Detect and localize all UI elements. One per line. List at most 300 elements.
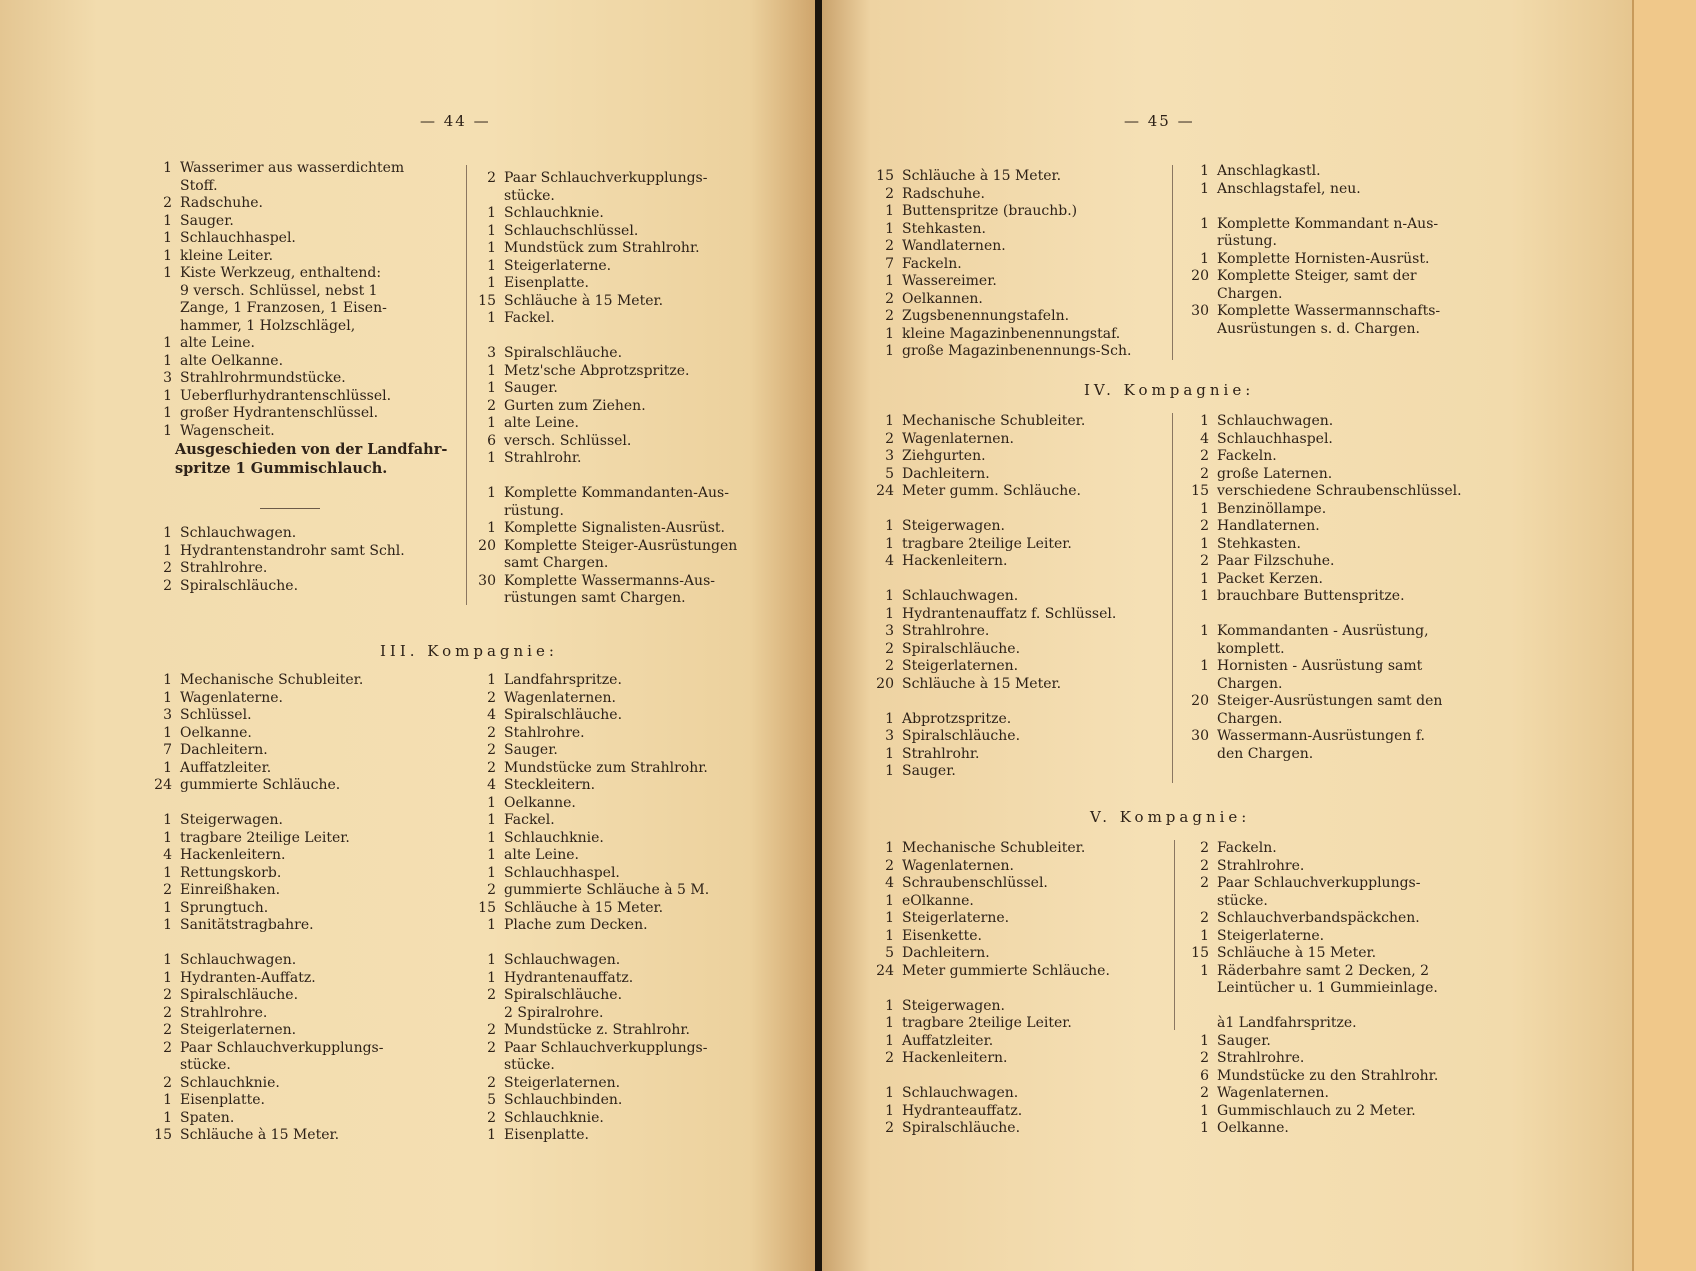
- list-item: [1187, 1033, 1438, 1051]
- list-item: [150, 230, 404, 248]
- list-item: [150, 1110, 383, 1128]
- list-item: [474, 520, 737, 538]
- list-item: [150, 742, 383, 760]
- item-count: 1: [487, 257, 496, 274]
- list-item: [474, 760, 709, 778]
- list-item: [1187, 623, 1462, 641]
- item-count: 1: [163, 829, 172, 846]
- item-text: Schläuche à 15 Meter.: [180, 1127, 340, 1143]
- item-text: stücke.: [180, 1057, 231, 1073]
- item-text: Paar Schlauchverkupplungs-: [504, 1039, 708, 1056]
- list-item: [150, 353, 404, 371]
- list-item: [474, 590, 737, 608]
- list-item: [1187, 181, 1440, 199]
- item-text: Wagenscheit.: [180, 422, 275, 439]
- list-item: [872, 1103, 1110, 1121]
- item-text: Mechanische Schubleiter.: [180, 672, 364, 688]
- item-text: Handlaternen.: [1217, 518, 1320, 534]
- list-item: [150, 847, 383, 865]
- list-item: [872, 536, 1116, 554]
- list-item: [872, 910, 1110, 928]
- item-text: Meter gummierte Schläuche.: [902, 962, 1110, 979]
- item-text: alte Leine.: [180, 335, 255, 351]
- item-text: Schlauchwagen.: [180, 525, 297, 541]
- item-count: 2: [163, 1004, 172, 1021]
- list-item: [872, 893, 1110, 911]
- list-item: [1187, 483, 1462, 501]
- list-item: [872, 746, 1116, 764]
- list-item: [872, 1085, 1110, 1103]
- item-count: 1: [885, 220, 894, 237]
- item-text: Komplette Kommandant n-Aus-: [1217, 215, 1439, 232]
- list-item: [1187, 945, 1438, 963]
- item-text: Steigerlaterne.: [902, 910, 1010, 926]
- item-text: stücke.: [504, 187, 555, 204]
- list-item: [150, 335, 404, 353]
- spacer: [1187, 606, 1462, 624]
- item-count: 1: [163, 212, 172, 229]
- list-item: [150, 300, 404, 318]
- list-item: [872, 840, 1110, 858]
- section-heading: V. Kompagnie:: [1090, 808, 1251, 826]
- short-rule: [260, 508, 320, 509]
- list-column: [872, 168, 1131, 361]
- list-item: [150, 970, 383, 988]
- item-text: stücke.: [1217, 892, 1268, 909]
- item-text: Chargen.: [1217, 710, 1283, 727]
- item-text: Oelkannen.: [902, 290, 983, 307]
- item-text: Strahlrohre.: [180, 560, 268, 576]
- item-count: 1: [487, 275, 496, 291]
- list-item: [474, 450, 737, 468]
- item-text: Hackenleitern.: [902, 553, 1008, 569]
- list-item: [474, 742, 709, 760]
- item-text: Schlauchhaspel.: [180, 230, 296, 246]
- list-item: [1187, 501, 1462, 519]
- list-item: [1187, 268, 1440, 286]
- list-item: [150, 987, 383, 1005]
- list-column: [1187, 840, 1438, 1138]
- item-text: gummierte Schläuche à 5 M.: [504, 882, 710, 898]
- item-text: Strahlrohr.: [504, 450, 582, 466]
- item-text: Spiralschläuche.: [180, 577, 299, 594]
- item-count: 1: [163, 265, 172, 281]
- item-count: 2: [487, 742, 496, 758]
- list-item: [872, 553, 1116, 571]
- item-count: 1: [1200, 1102, 1209, 1119]
- item-text: Spiralschläuche.: [902, 640, 1021, 657]
- item-text: Stehkasten.: [902, 220, 986, 237]
- item-text: Mechanische Schubleiter.: [902, 413, 1086, 429]
- list-item: [872, 273, 1131, 291]
- list-item: [1187, 728, 1462, 746]
- list-item: [1187, 321, 1440, 339]
- list-item: [150, 1075, 383, 1093]
- item-count: 1: [885, 763, 894, 779]
- item-count: 2: [163, 987, 172, 1003]
- list-column: [474, 672, 709, 1145]
- item-text: Steigerwagen.: [180, 812, 283, 828]
- list-item: [150, 865, 383, 883]
- item-count: 1: [885, 927, 894, 944]
- list-item: [150, 525, 405, 543]
- list-item: [150, 560, 405, 578]
- item-count: 20: [1191, 268, 1209, 284]
- spacer: [474, 328, 737, 346]
- item-text: Mundstück zum Strahlrohr.: [504, 240, 700, 256]
- item-count: 5: [487, 1092, 496, 1108]
- list-item: [1187, 641, 1462, 659]
- item-text: Strahlrohrmundstücke.: [180, 370, 346, 386]
- item-text: Mundstücke zum Strahlrohr.: [504, 759, 708, 776]
- item-count: 1: [1200, 570, 1209, 587]
- item-text: Steigerlaternen.: [504, 1074, 621, 1091]
- item-text: alte Oelkanne.: [180, 352, 284, 369]
- list-item: [1187, 658, 1462, 676]
- item-count: 1: [163, 387, 172, 404]
- page-number: — 44 —: [420, 112, 491, 130]
- item-text: Ziehgurten.: [902, 448, 986, 464]
- list-item: [474, 1040, 709, 1058]
- list-item: [1187, 893, 1438, 911]
- item-text: Schläuche à 15 Meter.: [902, 168, 1062, 184]
- item-count: 2: [885, 658, 894, 674]
- list-item: [150, 405, 404, 423]
- list-item: [474, 900, 709, 918]
- item-text: Schlauchknie.: [180, 1074, 280, 1091]
- item-count: 2: [163, 195, 172, 211]
- list-item: [1187, 303, 1440, 321]
- item-text: Komplette Hornisten-Ausrüst.: [1217, 250, 1430, 267]
- list-item: [1187, 1050, 1438, 1068]
- list-item: [872, 1050, 1110, 1068]
- list-item: [474, 538, 737, 556]
- item-count: 1: [885, 273, 894, 289]
- item-text: stücke.: [504, 1057, 555, 1073]
- item-count: 1: [1200, 658, 1209, 674]
- list-item: [474, 205, 737, 223]
- item-count: 2: [163, 882, 172, 898]
- list-item: [474, 1022, 709, 1040]
- item-text: Steigerlaternen.: [902, 658, 1019, 674]
- item-text: Schlauchhaspel.: [1217, 430, 1333, 447]
- item-count: 24: [154, 777, 172, 793]
- item-text: Sauger.: [1217, 1032, 1271, 1049]
- list-column: [872, 840, 1110, 1138]
- item-text: Einreißhaken.: [180, 882, 281, 898]
- item-text: Wagenlaternen.: [902, 857, 1014, 874]
- item-count: 30: [478, 572, 496, 589]
- item-count: 1: [1200, 962, 1209, 979]
- item-count: 4: [487, 707, 496, 723]
- item-count: 7: [163, 742, 172, 758]
- item-text: Schlauchwagen.: [902, 1085, 1019, 1101]
- item-text: Schlauchbinden.: [504, 1092, 623, 1108]
- list-item: [474, 812, 709, 830]
- item-text: Stehkasten.: [1217, 535, 1301, 552]
- item-count: 1: [163, 335, 172, 351]
- item-count: 2: [885, 1120, 894, 1136]
- list-item: [1187, 875, 1438, 893]
- list-item: [474, 170, 737, 188]
- item-count: 1: [163, 542, 172, 559]
- item-text: Buttenspritze (brauchb.): [902, 203, 1078, 219]
- list-column: [1187, 163, 1440, 338]
- list-item: [872, 623, 1116, 641]
- list-item: [872, 343, 1131, 361]
- item-count: 2: [163, 1039, 172, 1056]
- list-item: [1187, 431, 1462, 449]
- spacer: [474, 935, 709, 953]
- item-text: Auffatzleiter.: [180, 759, 272, 776]
- list-item: [474, 1110, 709, 1128]
- item-count: 1: [487, 794, 496, 811]
- list-item: [474, 503, 737, 521]
- list-item: [474, 725, 709, 743]
- item-text: Spiralschläuche.: [504, 345, 623, 361]
- column-divider: [1174, 840, 1175, 1030]
- list-item: [1187, 448, 1462, 466]
- list-item: [150, 423, 404, 441]
- item-count: 1: [487, 205, 496, 221]
- item-count: 2: [487, 1039, 496, 1056]
- item-text: Dachleitern.: [180, 742, 268, 758]
- item-count: 1: [1200, 163, 1209, 179]
- item-text: Steigerlaternen.: [180, 1022, 297, 1038]
- item-text: Wagenlaterne.: [180, 689, 283, 706]
- item-count: 2: [1200, 910, 1209, 926]
- item-count: 1: [487, 450, 496, 466]
- item-text: Strahlrohre.: [1217, 1050, 1305, 1066]
- item-count: 2: [487, 689, 496, 706]
- list-item: [872, 1015, 1110, 1033]
- section-heading: III. Kompagnie:: [380, 642, 558, 660]
- item-count: 20: [1191, 693, 1209, 709]
- item-text: Anschlagkastl.: [1217, 163, 1321, 179]
- list-item: [150, 777, 383, 795]
- item-text: Sprungtuch.: [180, 899, 269, 916]
- item-count: 15: [154, 1127, 172, 1143]
- list-item: [474, 398, 737, 416]
- list-item: [872, 588, 1116, 606]
- item-text: Ueberflurhydrantenschlüssel.: [180, 387, 392, 404]
- list-item: [150, 195, 404, 213]
- item-text: Komplette Steiger, samt der: [1217, 268, 1417, 284]
- item-count: 1: [1200, 535, 1209, 552]
- item-count: 2: [487, 1022, 496, 1038]
- item-text: Hydrantenauffatz.: [504, 969, 634, 986]
- item-count: 2: [1200, 518, 1209, 534]
- item-text: Komplette Wassermanns-Aus-: [504, 572, 715, 589]
- item-count: 2: [885, 290, 894, 307]
- list-item: [872, 763, 1116, 781]
- list-item: [1187, 553, 1462, 571]
- list-item: [150, 318, 404, 336]
- item-text: Steigerlaterne.: [1217, 927, 1325, 944]
- list-item: [1187, 711, 1462, 729]
- item-count: 2: [163, 577, 172, 594]
- list-item: [872, 928, 1110, 946]
- item-text: Wassereimer.: [902, 273, 997, 289]
- item-count: 3: [885, 623, 894, 639]
- item-count: 4: [163, 847, 172, 863]
- item-count: 1: [163, 917, 172, 933]
- list-item: [474, 882, 709, 900]
- list-item: [474, 188, 737, 206]
- item-count: 1: [885, 1032, 894, 1049]
- item-count: 2: [163, 560, 172, 576]
- item-text: alte Leine.: [504, 415, 579, 431]
- list-item: [150, 812, 383, 830]
- item-text: Packet Kerzen.: [1217, 570, 1324, 587]
- item-count: 24: [876, 483, 894, 499]
- item-count: 1: [163, 672, 172, 688]
- item-text: samt Chargen.: [504, 555, 609, 571]
- item-count: 2: [1200, 840, 1209, 856]
- item-count: 1: [885, 910, 894, 926]
- list-item: [872, 711, 1116, 729]
- list-item: [474, 275, 737, 293]
- left-page: [0, 0, 815, 1271]
- list-item: [1187, 413, 1462, 431]
- item-count: 1: [885, 588, 894, 604]
- item-text: Radschuhe.: [902, 185, 985, 202]
- item-text: Stahlrohre.: [504, 724, 585, 741]
- item-text: Strahlrohre.: [180, 1004, 268, 1021]
- list-item: [474, 777, 709, 795]
- list-item: [872, 308, 1131, 326]
- spacer: [150, 795, 383, 813]
- item-text: Leintücher u. 1 Gummieinlage.: [1217, 980, 1438, 996]
- item-count: 2: [487, 724, 496, 741]
- item-text: Eisenplatte.: [180, 1092, 265, 1108]
- list-item: [474, 672, 709, 690]
- item-text: Hydranten-Auffatz.: [180, 969, 316, 986]
- item-count: 1: [885, 343, 894, 359]
- item-count: 2: [885, 185, 894, 202]
- item-count: 3: [885, 728, 894, 744]
- list-item: [1187, 1015, 1438, 1033]
- list-item: [150, 1040, 383, 1058]
- item-count: 7: [885, 255, 894, 272]
- item-text: Schlauchwagen.: [902, 588, 1019, 604]
- item-text: Kiste Werkzeug, enthaltend:: [180, 265, 382, 281]
- item-count: 1: [885, 203, 894, 219]
- list-item: [872, 858, 1110, 876]
- list-item: [150, 830, 383, 848]
- item-count: 2: [487, 987, 496, 1003]
- item-count: 2: [487, 759, 496, 776]
- list-item: [150, 543, 405, 561]
- item-count: 1: [885, 710, 894, 727]
- item-count: 1: [163, 759, 172, 776]
- list-item: [474, 1057, 709, 1075]
- item-text: Schlauchknie.: [504, 829, 604, 846]
- item-text: Mechanische Schubleiter.: [902, 840, 1086, 856]
- item-count: 2: [1200, 857, 1209, 874]
- item-count: 20: [478, 537, 496, 554]
- item-count: 1: [885, 1015, 894, 1031]
- list-item: [1187, 910, 1438, 928]
- list-item: [150, 1092, 383, 1110]
- section-heading: IV. Kompagnie:: [1084, 381, 1255, 399]
- item-count: 2: [1200, 875, 1209, 891]
- list-item: [474, 573, 737, 591]
- item-text: Mundstücke zu den Strahlrohr.: [1217, 1067, 1439, 1084]
- list-item: [150, 178, 404, 196]
- item-count: 1: [163, 724, 172, 741]
- item-text: Räderbahre samt 2 Decken, 2: [1217, 962, 1430, 979]
- item-text: Paar Schlauchverkupplungs-: [1217, 875, 1421, 891]
- item-count: 1: [163, 812, 172, 828]
- item-text: Schlauchwagen.: [1217, 413, 1334, 429]
- item-count: 1: [163, 952, 172, 968]
- item-text: Gummischlauch zu 2 Meter.: [1217, 1102, 1416, 1119]
- item-text: 9 versch. Schlüssel, nebst 1: [180, 282, 378, 299]
- item-text: Hackenleitern.: [180, 847, 286, 863]
- item-text: Strahlrohre.: [902, 623, 990, 639]
- item-text: Fackeln.: [1217, 448, 1277, 464]
- spacer: [150, 935, 383, 953]
- list-item: [1187, 518, 1462, 536]
- item-text: Zange, 1 Franzosen, 1 Eisen-: [180, 300, 387, 316]
- item-text: Schläuche à 15 Meter.: [902, 675, 1062, 692]
- item-count: 1: [1200, 927, 1209, 944]
- list-item: [150, 707, 383, 725]
- list-item: [150, 1127, 383, 1145]
- list-item: [150, 213, 404, 231]
- item-count: 2: [487, 882, 496, 898]
- item-count: 15: [478, 292, 496, 309]
- list-item: [474, 415, 737, 433]
- list-item: [474, 433, 737, 451]
- item-count: 1: [487, 1127, 496, 1143]
- list-item: [872, 291, 1131, 309]
- list-item: [872, 466, 1116, 484]
- item-count: 1: [885, 745, 894, 762]
- item-count: 1: [487, 917, 496, 933]
- list-item: [1187, 588, 1462, 606]
- item-text: Steckleitern.: [504, 777, 596, 793]
- list-item: [872, 963, 1110, 981]
- item-text: große Magazinbenennungs-Sch.: [902, 343, 1132, 359]
- item-text: Spiralschläuche.: [902, 1120, 1021, 1136]
- item-text: Steigerwagen.: [902, 997, 1005, 1014]
- list-item: [474, 690, 709, 708]
- item-count: 1: [163, 1109, 172, 1126]
- list-item: [1187, 251, 1440, 269]
- list-item: [474, 1005, 709, 1023]
- item-count: 1: [885, 1102, 894, 1119]
- item-text: Komplette Wassermannschafts-: [1217, 303, 1441, 319]
- item-count: 4: [487, 777, 496, 793]
- next-page-edge: [1632, 0, 1696, 1271]
- item-text: Schlauchwagen.: [180, 952, 297, 968]
- item-text: Schläuche à 15 Meter.: [1217, 945, 1377, 961]
- page-number: — 45 —: [1124, 112, 1195, 130]
- item-text: gummierte Schläuche.: [180, 777, 341, 793]
- item-count: 1: [163, 230, 172, 246]
- item-count: 5: [885, 945, 894, 961]
- item-count: 2: [885, 430, 894, 447]
- item-count: 1: [163, 899, 172, 916]
- column-divider: [1172, 413, 1173, 783]
- item-text: Meter gumm. Schläuche.: [902, 483, 1081, 499]
- item-count: 1: [163, 525, 172, 541]
- item-text: Zugsbenennungstafeln.: [902, 308, 1070, 324]
- item-count: 1: [487, 240, 496, 256]
- item-text: Fackeln.: [902, 255, 962, 272]
